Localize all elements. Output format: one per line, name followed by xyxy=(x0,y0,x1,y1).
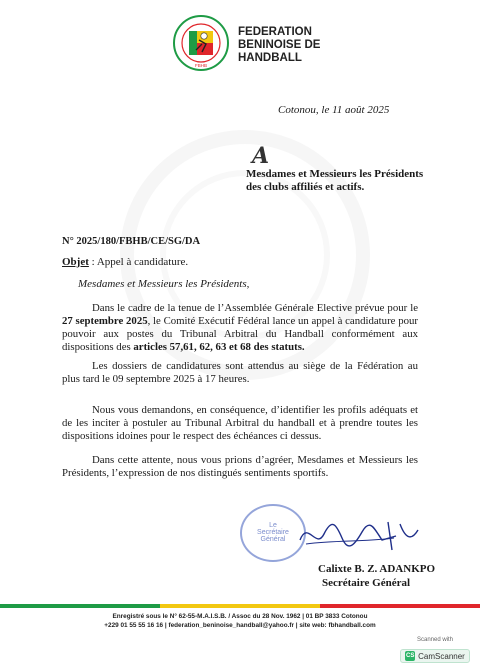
stamp-line-2: Secrétaire xyxy=(257,529,289,536)
organization-name xyxy=(238,26,320,65)
recipient-block xyxy=(246,168,423,194)
recipient-line-1: Mesdames et Messieurs les Présidents xyxy=(246,168,424,180)
signer-block xyxy=(318,562,435,590)
federation-logo xyxy=(172,14,230,72)
addressee-marker: A xyxy=(252,143,270,169)
flag-yellow xyxy=(160,604,320,608)
stamp-line-3: Général xyxy=(260,536,286,543)
org-line-2: BENINOISE DE xyxy=(238,39,321,51)
subject-text: : Appel à candidature. xyxy=(88,256,189,268)
camscanner-logo xyxy=(400,649,470,663)
paragraph-1 xyxy=(62,302,418,354)
camscanner-label: CamScanner xyxy=(418,651,465,661)
p3-text: Nous vous demandons, en conséquence, d’identifier les profils adéquats et de les inciter à postuler au Tribunal Arbitral du handball et à prendre toutes les dispositions idoines pour le respect des échéances ci dessus. xyxy=(62,404,418,442)
paragraph-3 xyxy=(62,404,418,443)
camscanner-badge xyxy=(398,636,472,660)
footer-line-1: Enregistré sous le N° 62-55-M.A.I.S.B. / Assoc du 28 Nov. 1962 | 01 BP 3833 Cotonou xyxy=(112,613,368,620)
date-line: Cotonou, le 11 août 2025 xyxy=(278,104,390,116)
paragraph-2 xyxy=(62,360,418,386)
handwritten-signature xyxy=(296,510,422,556)
p4-text: Dans cette attente, nous vous prions d’agréer, Mesdames et Messieurs les Présidents, l’expression de nos distingués sentiments sportifs. xyxy=(62,454,418,479)
salutation: Mesdames et Messieurs les Présidents, xyxy=(78,278,250,290)
scanned-with-label: Scanned with xyxy=(416,637,454,643)
flag-color-bar xyxy=(0,604,480,608)
camscanner-icon: CS xyxy=(405,653,415,659)
subject-label: Objet xyxy=(62,256,89,268)
footer xyxy=(0,612,480,630)
p1-text-a: Dans le cadre de la tenue de l’Assemblée Générale Elective prévue pour le xyxy=(92,302,418,314)
subject-line xyxy=(62,256,188,268)
footer-line-2: +229 01 55 55 16 16 | federation_beninoise_handball@yahoo.fr | site web: fbhandball.com xyxy=(104,622,376,629)
paragraph-4 xyxy=(62,454,418,480)
recipient-line-2: des clubs affiliés et actifs. xyxy=(246,181,365,193)
stamp-line-1: Le xyxy=(269,522,277,529)
signer-title: Secrétaire Général xyxy=(322,577,411,589)
signer-name: Calixte B. Z. ADANKPO xyxy=(318,563,436,575)
p1-date: 27 septembre 2025 xyxy=(62,315,148,327)
org-line-1: FEDERATION xyxy=(238,26,312,38)
p2-text: Les dossiers de candidatures sont attendus au siège de la Fédération au plus tard le 09 septembre 2025 à 17 heures. xyxy=(62,360,418,385)
svg-text:FBHB: FBHB xyxy=(194,63,208,68)
p1-text-b: , le Comité Exécutif Fédéral lance un appel à candidature pour pouvoir aux postes du Tribunal Arbitral du Handball conformément aux dispositions des xyxy=(62,315,418,353)
reference-number: N° 2025/180/FBHB/CE/SG/DA xyxy=(62,236,201,247)
p1-articles: articles 57,61, 62, 63 et 68 des statuts. xyxy=(133,341,305,353)
flag-green xyxy=(0,604,160,608)
org-line-3: HANDBALL xyxy=(238,52,302,64)
flag-red xyxy=(320,604,480,608)
